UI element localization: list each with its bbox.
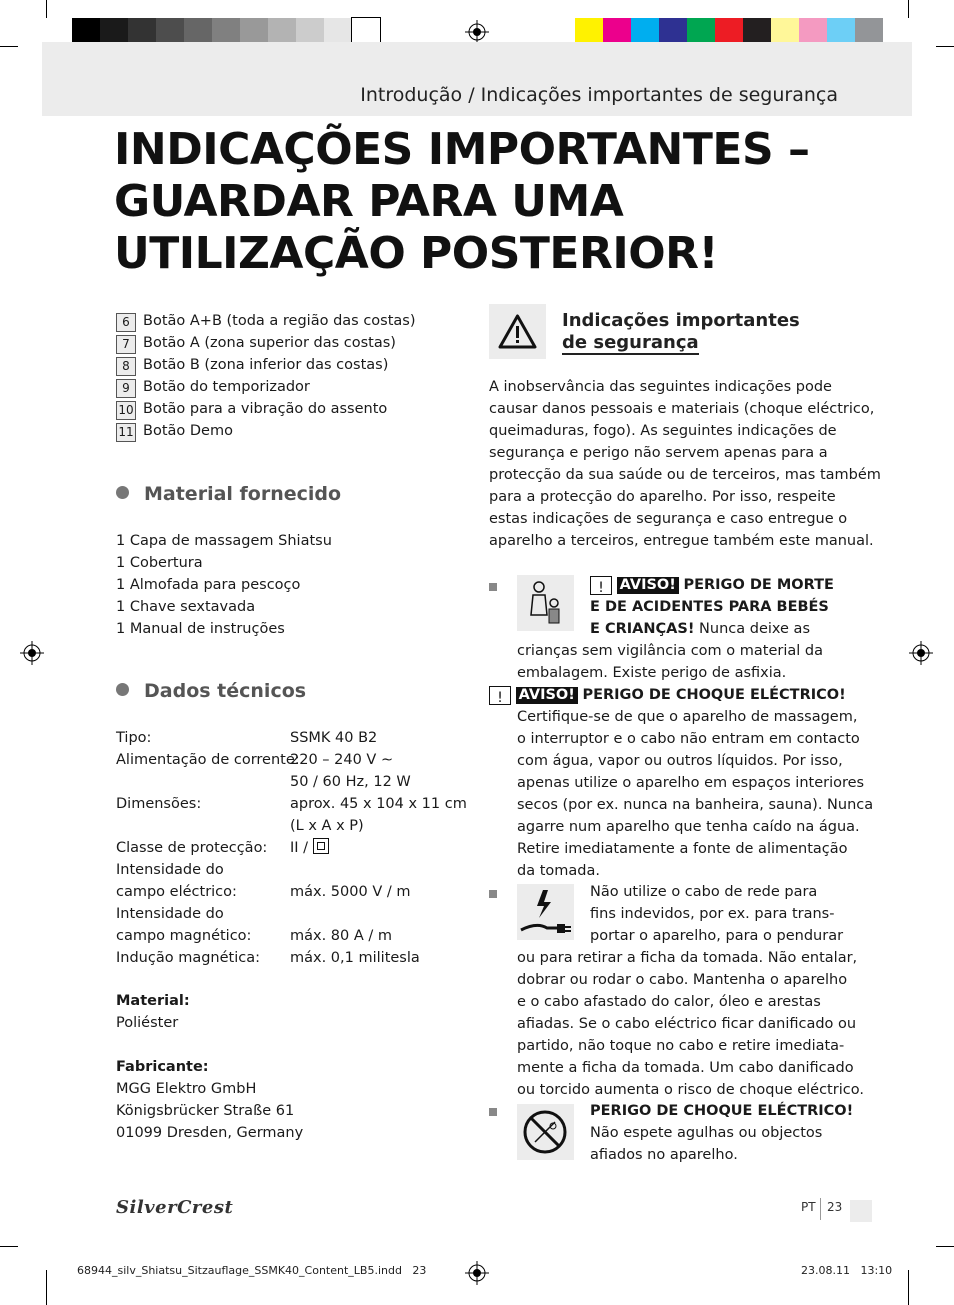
warning-heading: E DE ACIDENTES PARA BEBÉS <box>590 599 829 615</box>
tech-label: Indução magnética: <box>116 950 260 966</box>
registration-mark-icon <box>465 20 489 44</box>
control-label: Botão do temporizador <box>143 379 310 395</box>
tech-value: SSMK 40 B2 <box>290 730 378 746</box>
paragraph-line: ou torcido aumenta o risco de choque eléctrico. <box>517 1082 864 1098</box>
warning-4-body <box>590 1122 822 1166</box>
bullet-icon <box>116 486 129 499</box>
bullet-icon <box>116 683 129 696</box>
list-item: 1 Chave sextavada <box>116 599 256 615</box>
paragraph-line: ou para retirar a ficha da tomada. Não entalar, <box>517 950 858 966</box>
registration-mark-icon <box>20 641 44 665</box>
control-label: Botão A (zona superior das costas) <box>143 335 396 351</box>
main-title-line: INDICAÇÕES IMPORTANTES – <box>114 124 810 175</box>
tech-label: Intensidade do <box>116 862 224 878</box>
list-item: 1 Capa de massagem Shiatsu <box>116 533 332 549</box>
safety-heading-line: de segurança <box>562 332 699 353</box>
aviso-badge: AVISO! <box>516 687 578 704</box>
tech-value: 220 – 240 V ∼ <box>290 752 394 768</box>
item-number: 8 <box>116 357 136 376</box>
warning-1-body <box>517 640 823 684</box>
paragraph-line: secos (por ex. nunca na banheira, sauna). Nunca <box>517 797 874 813</box>
paragraph-line: dobrar ou rodar o cabo. Mantenha o aparelho <box>517 972 848 988</box>
control-label: Botão para a vibração do assento <box>143 401 388 417</box>
main-title <box>114 124 874 280</box>
manufacturer-label: Fabricante: <box>116 1059 209 1075</box>
address-line: MGG Elektro GmbH <box>116 1081 257 1097</box>
main-title-line: GUARDAR PARA UMA <box>114 176 624 227</box>
warning-triangle-icon <box>489 304 546 359</box>
tech-value: máx. 0,1 militesla <box>290 950 420 966</box>
paragraph-line: aparelho a terceiros, entregue também este manual. <box>489 533 874 549</box>
section-heading-tech: Dados técnicos <box>116 680 306 702</box>
tech-label <box>116 815 300 837</box>
tech-value: máx. 5000 V / m <box>290 884 411 900</box>
footer-divider <box>820 1198 821 1220</box>
damaged-cable-pictogram-icon <box>517 884 574 940</box>
crop-mark <box>0 46 18 47</box>
crop-mark <box>46 1270 47 1305</box>
control-label: Botão Demo <box>143 423 233 439</box>
crop-mark <box>908 1270 909 1305</box>
main-title-line: UTILIZAÇÃO POSTERIOR! <box>114 228 719 279</box>
page-number: 23 <box>827 1200 843 1214</box>
tech-label: Tipo: <box>116 730 152 746</box>
paragraph-line: mente a ficha da tomada. Um cabo danificado <box>517 1060 854 1076</box>
list-item: 1 Cobertura <box>116 555 203 571</box>
warning-heading: PERIGO DE CHOQUE ELÉCTRICO! <box>582 687 846 703</box>
tech-label: campo magnético: <box>116 928 252 944</box>
item-number: 9 <box>116 379 136 398</box>
crop-mark <box>46 0 47 18</box>
paragraph-line: fins indevidos, por ex. para trans- <box>590 906 835 922</box>
tech-value: aprox. 45 x 104 x 11 cm <box>290 796 467 812</box>
tech-values <box>290 727 467 969</box>
paragraph-line: e o cabo afastado do calor, óleo e arestas <box>517 994 821 1010</box>
tech-label: Intensidade do <box>116 906 224 922</box>
print-date: 23.08.11 13:10 <box>801 1264 893 1277</box>
paragraph-line: afiadas. Se o cabo eléctrico ficar danificado ou <box>517 1016 857 1032</box>
warning-triangle-icon: ! <box>590 576 612 595</box>
item-number: 11 <box>116 423 136 442</box>
safety-intro <box>489 376 881 552</box>
paragraph-line: A inobservância das seguintes indicações pode <box>489 379 832 395</box>
paragraph-line: apenas utilize o aparelho em espaços interiores <box>517 775 865 791</box>
warning-3-intro <box>590 881 843 947</box>
registration-mark-icon <box>465 1261 489 1285</box>
paragraph-line: afiados no aparelho. <box>590 1147 738 1163</box>
paragraph-line: causar danos pessoais e materiais (choque eléctrico, <box>489 401 875 417</box>
paragraph-line: Não espete agulhas ou objectos <box>590 1125 823 1141</box>
registration-mark-icon <box>909 641 933 665</box>
square-bullet-icon <box>489 1108 497 1116</box>
paragraph-line: da tomada. <box>517 863 600 879</box>
page-tab-marker <box>850 1200 872 1222</box>
square-bullet-icon <box>489 583 497 591</box>
manufacturer-address <box>116 1078 303 1144</box>
tech-label: Alimentação de corrente: <box>116 752 300 768</box>
paragraph-line: o interruptor e o cabo não entram em contacto <box>517 731 860 747</box>
crop-mark <box>908 0 909 18</box>
paragraph-line: crianças sem vigilância com o material da <box>517 643 823 659</box>
warning-2-body <box>517 706 873 882</box>
tech-label <box>116 771 300 793</box>
paragraph-line: agarre num aparelho que tenha caído na água. <box>517 819 860 835</box>
control-label: Botão B (zona inferior das costas) <box>143 357 389 373</box>
footer-language: PT <box>801 1200 816 1214</box>
double-insulation-icon <box>313 838 329 854</box>
square-bullet-icon <box>489 890 497 898</box>
paragraph-line: Não utilize o cabo de rede para <box>590 884 818 900</box>
paragraph-line: segurança e perigo não servem apenas para a <box>489 445 828 461</box>
warning-heading: PERIGO DE CHOQUE ELÉCTRICO! <box>590 1103 854 1119</box>
list-item: 1 Almofada para pescoço <box>116 577 301 593</box>
warning-3-body <box>517 947 864 1101</box>
warning-heading: PERIGO DE MORTE <box>683 577 834 593</box>
section-heading-supplied: Material fornecido <box>116 483 341 505</box>
no-needles-pictogram-icon <box>517 1104 574 1160</box>
paragraph-line: partido, não toque no cabo e retire imediata- <box>517 1038 845 1054</box>
item-number: 7 <box>116 335 136 354</box>
paragraph-line: com água, vapor ou outros líquidos. Por isso, <box>517 753 843 769</box>
tech-label: Dimensões: <box>116 796 202 812</box>
material-label: Material: <box>116 993 190 1009</box>
paragraph-line: para a protecção do aparelho. Por isso, respeite <box>489 489 836 505</box>
tech-value <box>290 903 467 925</box>
paragraph-line: queimaduras, fogo). As seguintes indicações de <box>489 423 837 439</box>
crop-mark <box>0 1246 18 1247</box>
item-number: 6 <box>116 313 136 332</box>
brand-logo: SilverCrest <box>116 1197 234 1218</box>
warning-1-heading-line <box>590 574 834 596</box>
list-item: 1 Manual de instruções <box>116 621 285 637</box>
warning-2-heading-line <box>489 684 846 706</box>
paragraph-line: portar o aparelho, para o pendurar <box>590 928 844 944</box>
tech-label: Classe de protecção: <box>116 840 268 856</box>
tech-value: (L x A x P) <box>290 818 364 834</box>
crop-mark <box>936 1246 954 1247</box>
tech-labels <box>116 727 300 969</box>
item-number: 10 <box>116 401 136 420</box>
aviso-badge: AVISO! <box>617 577 679 594</box>
paragraph-line: Certifique-se de que o aparelho de massagem, <box>517 709 858 725</box>
tech-value <box>290 859 467 881</box>
paragraph-line: estas indicações de segurança e caso entregue o <box>489 511 848 527</box>
page-header-title: Introdução / Indicações importantes de segurança <box>360 84 838 106</box>
control-label: Botão A+B (toda a região das costas) <box>143 313 416 329</box>
warning-triangle-icon: ! <box>489 686 511 705</box>
tech-value: máx. 80 A / m <box>290 928 393 944</box>
supplied-list <box>116 530 332 640</box>
paragraph-line: protecção da sua saúde ou de terceiros, mas também <box>489 467 881 483</box>
warning-1-line: E CRIANÇAS! Nunca deixe as <box>590 621 810 637</box>
protection-class-value: II / <box>290 837 467 859</box>
paragraph-line: Retire imediatamente a fonte de alimentação <box>517 841 848 857</box>
tech-value: 50 / 60 Hz, 12 W <box>290 774 411 790</box>
paragraph-line: embalagem. Existe perigo de asfixia. <box>517 665 787 681</box>
safety-heading <box>562 310 800 355</box>
warning-sign-box <box>489 304 546 359</box>
file-slug: 68944_silv_Shiatsu_Sitzauflage_SSMK40_Content_LB5.indd 23 <box>77 1264 427 1277</box>
safety-heading-line: Indicações importantes <box>562 310 800 331</box>
crop-mark <box>936 46 954 47</box>
child-danger-pictogram-icon <box>517 575 574 631</box>
tech-label: campo eléctrico: <box>116 884 237 900</box>
address-line: 01099 Dresden, Germany <box>116 1125 304 1141</box>
address-line: Königsbrücker Straße 61 <box>116 1103 295 1119</box>
material-value: Poliéster <box>116 1015 179 1031</box>
